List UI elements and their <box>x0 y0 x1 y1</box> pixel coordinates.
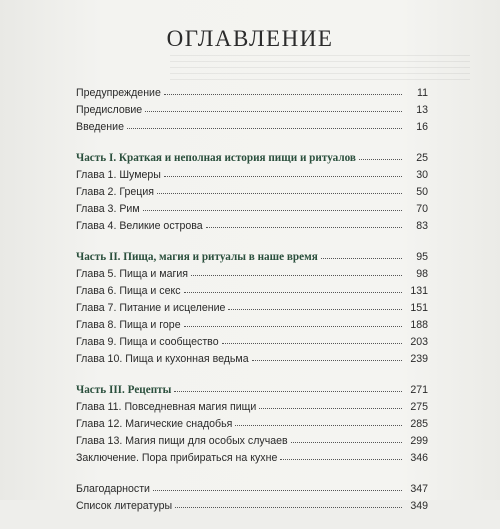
dot-leader <box>143 210 402 211</box>
toc-page-number: 13 <box>416 104 428 116</box>
toc-entry <box>76 119 428 136</box>
dot-leader <box>280 459 402 460</box>
toc-page-number: 275 <box>410 401 428 413</box>
toc-entry-label: Глава 1. Шумеры <box>76 169 161 181</box>
dot-leader <box>259 408 402 409</box>
toc-entry <box>76 481 428 498</box>
toc-entry <box>76 201 428 218</box>
toc-entry <box>76 167 428 184</box>
dot-leader <box>191 275 402 276</box>
toc-entry-label: Глава 6. Пища и секс <box>76 285 181 297</box>
dot-leader <box>252 360 402 361</box>
toc-entry <box>76 184 428 201</box>
toc-entry <box>76 334 428 351</box>
dot-leader <box>291 442 402 443</box>
toc-page-number: 95 <box>416 251 428 263</box>
toc-entry-label: Глава 11. Повседневная магия пищи <box>76 401 257 413</box>
toc-entry <box>76 399 428 416</box>
toc-page-number: 11 <box>417 87 428 99</box>
toc-entry <box>76 450 428 467</box>
dot-leader <box>174 391 402 392</box>
toc-page-number: 349 <box>410 500 428 512</box>
toc-page-number: 346 <box>410 452 428 464</box>
toc-page-number: 98 <box>416 268 428 280</box>
dot-leader <box>206 227 402 228</box>
toc-page-number: 271 <box>410 384 428 396</box>
toc-entry <box>76 416 428 433</box>
toc-entry <box>76 433 428 450</box>
toc-entry-label: Глава 12. Магические снадобья <box>76 418 233 430</box>
toc-entry <box>76 102 428 119</box>
toc-section <box>76 382 428 467</box>
toc-page-number: 131 <box>410 285 428 297</box>
toc-entry <box>76 85 428 102</box>
toc-page-number: 285 <box>410 418 428 430</box>
toc-entry <box>76 300 428 317</box>
dot-leader <box>359 159 402 160</box>
toc-entry <box>76 266 428 283</box>
dot-leader <box>321 258 402 259</box>
toc-entry-label: Глава 2. Греция <box>76 186 154 198</box>
toc-page-number: 25 <box>416 152 428 164</box>
toc-entry-label: Список литературы <box>76 500 173 512</box>
dot-leader <box>164 176 402 177</box>
dot-leader <box>164 94 402 95</box>
toc-section <box>76 85 428 136</box>
toc-entry-label: Глава 13. Магия пищи для особых случаев <box>76 435 288 447</box>
toc-entry-label: Часть II. Пища, магия и ритуалы в наше время <box>76 251 318 263</box>
toc-section <box>76 249 428 368</box>
dot-leader <box>145 111 402 112</box>
toc-page-number: 50 <box>416 186 428 198</box>
toc-page-number: 347 <box>410 483 428 495</box>
toc-part-heading <box>76 382 428 399</box>
toc-page-number: 188 <box>410 319 428 331</box>
toc-entry-label: Предисловие <box>76 104 143 116</box>
toc-entry-label: Глава 7. Питание и исцеление <box>76 302 226 314</box>
toc-entry-label: Глава 8. Пища и горе <box>76 319 181 331</box>
toc-page-number: 299 <box>410 435 428 447</box>
toc-entry <box>76 498 428 515</box>
toc-entry-label: Предупреждение <box>76 87 161 99</box>
toc-entry <box>76 351 428 368</box>
dot-leader <box>235 425 402 426</box>
bleed-through-text <box>170 55 470 85</box>
table-of-contents <box>76 85 428 529</box>
toc-entry-label: Глава 4. Великие острова <box>76 220 203 232</box>
toc-entry <box>76 317 428 334</box>
toc-entry-label: Часть III. Рецепты <box>76 384 172 396</box>
toc-page-number: 151 <box>410 302 428 314</box>
dot-leader <box>153 490 402 491</box>
toc-part-heading <box>76 150 428 167</box>
toc-page-number: 239 <box>410 353 428 365</box>
toc-entry-label: Введение <box>76 121 124 133</box>
toc-entry-label: Заключение. Пора прибираться на кухне <box>76 452 278 464</box>
toc-entry-label: Глава 10. Пища и кухонная ведьма <box>76 353 249 365</box>
toc-page-number: 30 <box>416 169 428 181</box>
dot-leader <box>184 326 402 327</box>
dot-leader <box>175 507 402 508</box>
toc-entry-label: Глава 5. Пища и магия <box>76 268 188 280</box>
toc-entry-label: Благодарности <box>76 483 150 495</box>
toc-part-heading <box>76 249 428 266</box>
dot-leader <box>184 292 402 293</box>
toc-entry <box>76 283 428 300</box>
toc-page-number: 70 <box>416 203 428 215</box>
dot-leader <box>222 343 402 344</box>
toc-page-number: 16 <box>416 121 428 133</box>
toc-section <box>76 481 428 515</box>
toc-entry-label: Глава 9. Пища и сообщество <box>76 336 219 348</box>
toc-entry-label: Часть I. Краткая и неполная история пищи и ритуалов <box>76 152 356 164</box>
dot-leader <box>228 309 402 310</box>
toc-page-number: 83 <box>416 220 428 232</box>
page-title: ОГЛАВЛЕНИЕ <box>166 26 334 51</box>
toc-entry-label: Глава 3. Рим <box>76 203 140 215</box>
toc-entry <box>76 218 428 235</box>
toc-page-number: 203 <box>410 336 428 348</box>
dot-leader <box>157 193 402 194</box>
toc-section <box>76 150 428 235</box>
dot-leader <box>127 128 402 129</box>
